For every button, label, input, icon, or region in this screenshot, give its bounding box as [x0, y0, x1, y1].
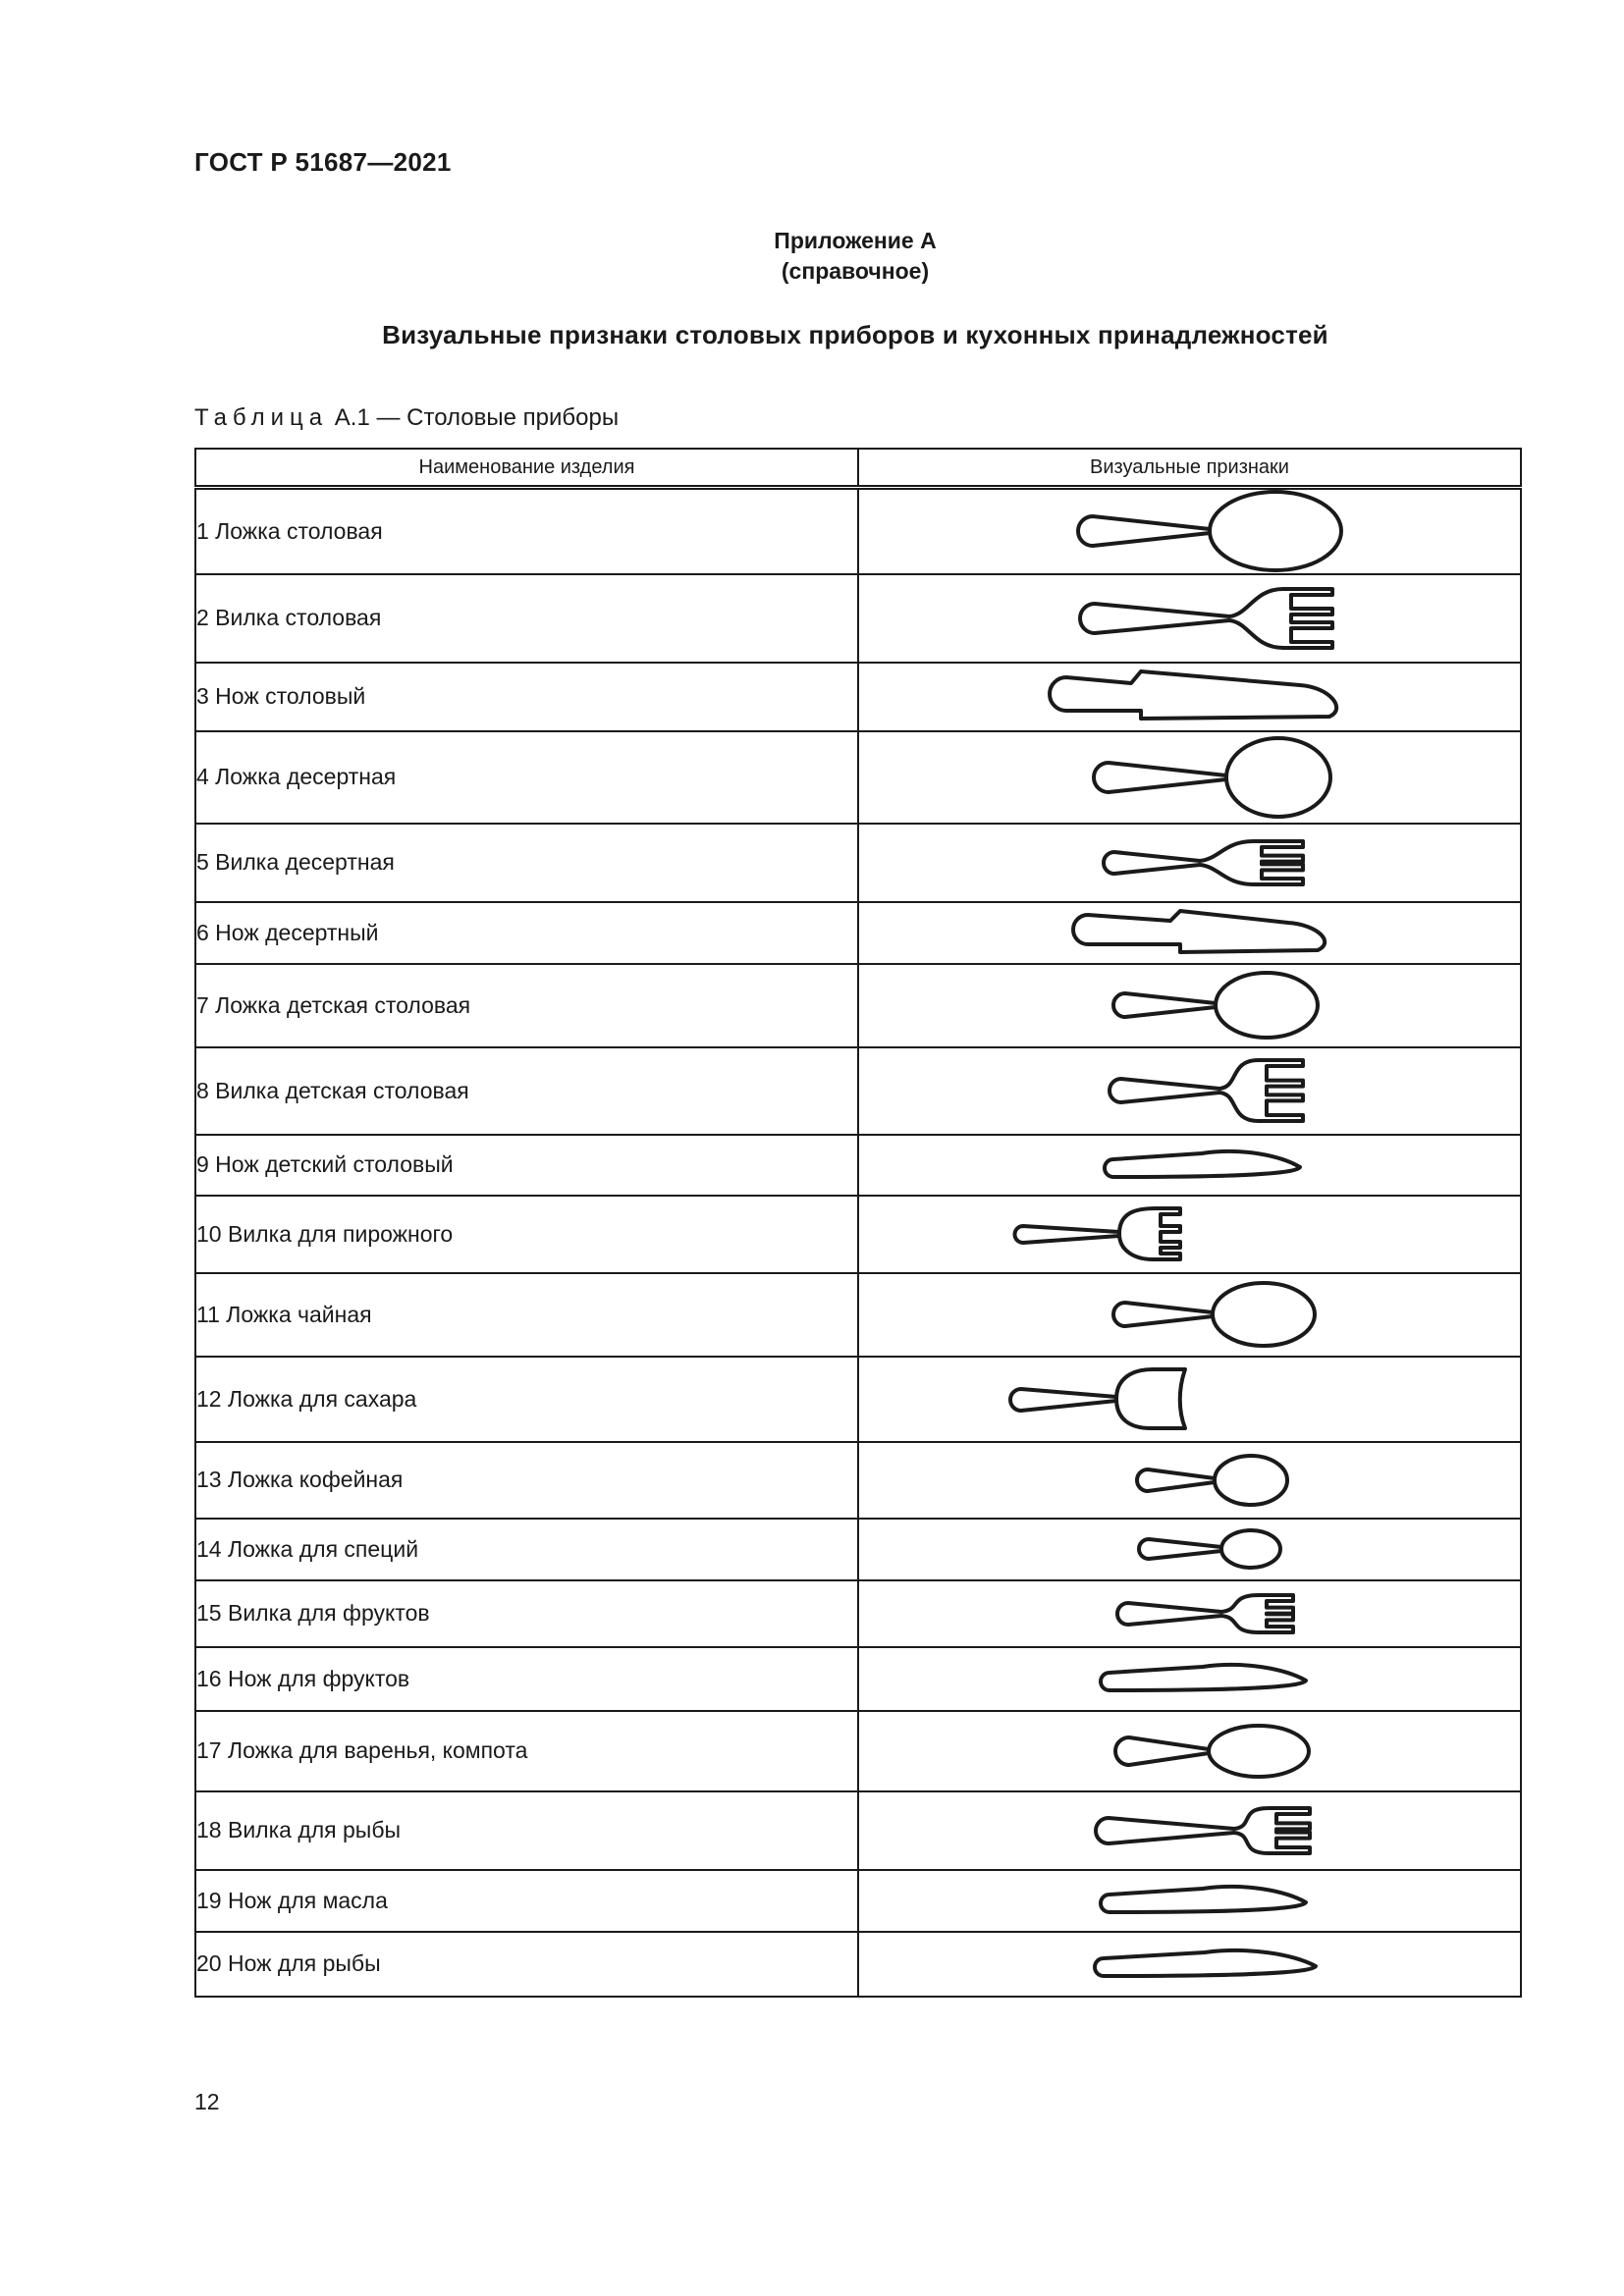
item-name: 10 Вилка для пирожного [195, 1196, 858, 1273]
cutlery-table [194, 448, 1522, 1998]
table-row [195, 488, 1521, 574]
fork-icon [859, 576, 1520, 661]
fork-icon [859, 1049, 1520, 1132]
page-number: 12 [194, 2089, 220, 2114]
fork-icon [859, 827, 1520, 899]
item-name: 18 Вилка для рыбы [195, 1791, 858, 1870]
table-row [195, 824, 1521, 902]
item-name: 7 Ложка детская столовая [195, 964, 858, 1047]
item-visual [858, 1647, 1521, 1711]
item-visual [858, 1196, 1521, 1273]
table-row [195, 1442, 1521, 1519]
fish-fork-icon [859, 1794, 1520, 1867]
appendix-title: Приложение А [774, 228, 937, 253]
item-name: 4 Ложка десертная [195, 731, 858, 824]
sugar-spoon-icon [859, 1360, 1520, 1438]
spoon-icon [859, 733, 1520, 822]
table-row [195, 1196, 1521, 1273]
table-row [195, 1135, 1521, 1196]
item-name: 3 Нож столовый [195, 663, 858, 731]
table-row [195, 1932, 1521, 1997]
knife-icon [859, 665, 1520, 729]
column-header-name: Наименование изделия [195, 449, 858, 488]
table-row [195, 1711, 1521, 1791]
item-visual [858, 1932, 1521, 1997]
item-visual [858, 1870, 1521, 1932]
butter-knife-icon [859, 1873, 1520, 1928]
item-visual [858, 1357, 1521, 1442]
spoon-icon [859, 966, 1520, 1044]
document-id: ГОСТ Р 51687—2021 [194, 147, 452, 177]
item-name: 13 Ложка кофейная [195, 1442, 858, 1519]
spoon-icon [859, 490, 1520, 572]
table-caption-text: А.1 — Столовые приборы [334, 404, 620, 431]
table-caption [194, 404, 619, 432]
table-header-row [195, 449, 1521, 488]
table-row [195, 964, 1521, 1047]
table-row [195, 1519, 1521, 1580]
table-row [195, 1791, 1521, 1870]
item-visual [858, 574, 1521, 663]
item-visual [858, 1791, 1521, 1870]
cake-fork-icon [859, 1198, 1520, 1270]
table-row [195, 1647, 1521, 1711]
item-visual [858, 1047, 1521, 1135]
item-name: 17 Ложка для варенья, компота [195, 1711, 858, 1791]
item-name: 11 Ложка чайная [195, 1273, 858, 1357]
item-visual [858, 1519, 1521, 1580]
appendix-header [0, 226, 1624, 287]
table-row [195, 663, 1521, 731]
teaspoon-icon [859, 1275, 1520, 1354]
item-name: 1 Ложка столовая [195, 488, 858, 574]
column-header-visual: Визуальные признаки [858, 449, 1521, 488]
table-row [195, 1580, 1521, 1647]
item-visual [858, 663, 1521, 731]
table-row [195, 1357, 1521, 1442]
table-caption-prefix: Таблица [194, 404, 329, 431]
item-name: 8 Вилка детская столовая [195, 1047, 858, 1135]
item-visual [858, 1442, 1521, 1519]
item-visual [858, 488, 1521, 574]
item-visual [858, 902, 1521, 964]
fruit-fork-icon [859, 1584, 1520, 1643]
section-heading: Визуальные признаки столовых приборов и кухонных принадлежностей [382, 320, 1328, 349]
item-name: 19 Нож для масла [195, 1870, 858, 1932]
table-row [195, 902, 1521, 964]
item-visual [858, 964, 1521, 1047]
item-name: 2 Вилка столовая [195, 574, 858, 663]
item-visual [858, 1580, 1521, 1647]
fish-knife-icon [859, 1936, 1520, 1993]
table-row [195, 1870, 1521, 1932]
table-row [195, 1273, 1521, 1357]
table-row [195, 731, 1521, 824]
item-name: 12 Ложка для сахара [195, 1357, 858, 1442]
appendix-subtitle: (справочное) [781, 258, 930, 284]
item-name: 16 Нож для фруктов [195, 1647, 858, 1711]
item-visual [858, 731, 1521, 824]
table-row [195, 1047, 1521, 1135]
item-visual [858, 824, 1521, 902]
knife-icon [859, 1138, 1520, 1193]
item-name: 20 Нож для рыбы [195, 1932, 858, 1997]
item-name: 14 Ложка для специй [195, 1519, 858, 1580]
table-row [195, 574, 1521, 663]
item-visual [858, 1711, 1521, 1791]
item-name: 15 Вилка для фруктов [195, 1580, 858, 1647]
item-visual [858, 1135, 1521, 1196]
fruit-knife-icon [859, 1650, 1520, 1707]
coffee-spoon-icon [859, 1445, 1520, 1516]
knife-icon [859, 904, 1520, 961]
jam-spoon-icon [859, 1714, 1520, 1789]
item-name: 9 Нож детский столовый [195, 1135, 858, 1196]
item-name: 6 Нож десертный [195, 902, 858, 964]
item-name: 5 Вилка десертная [195, 824, 858, 902]
spice-spoon-icon [859, 1522, 1520, 1576]
item-visual [858, 1273, 1521, 1357]
